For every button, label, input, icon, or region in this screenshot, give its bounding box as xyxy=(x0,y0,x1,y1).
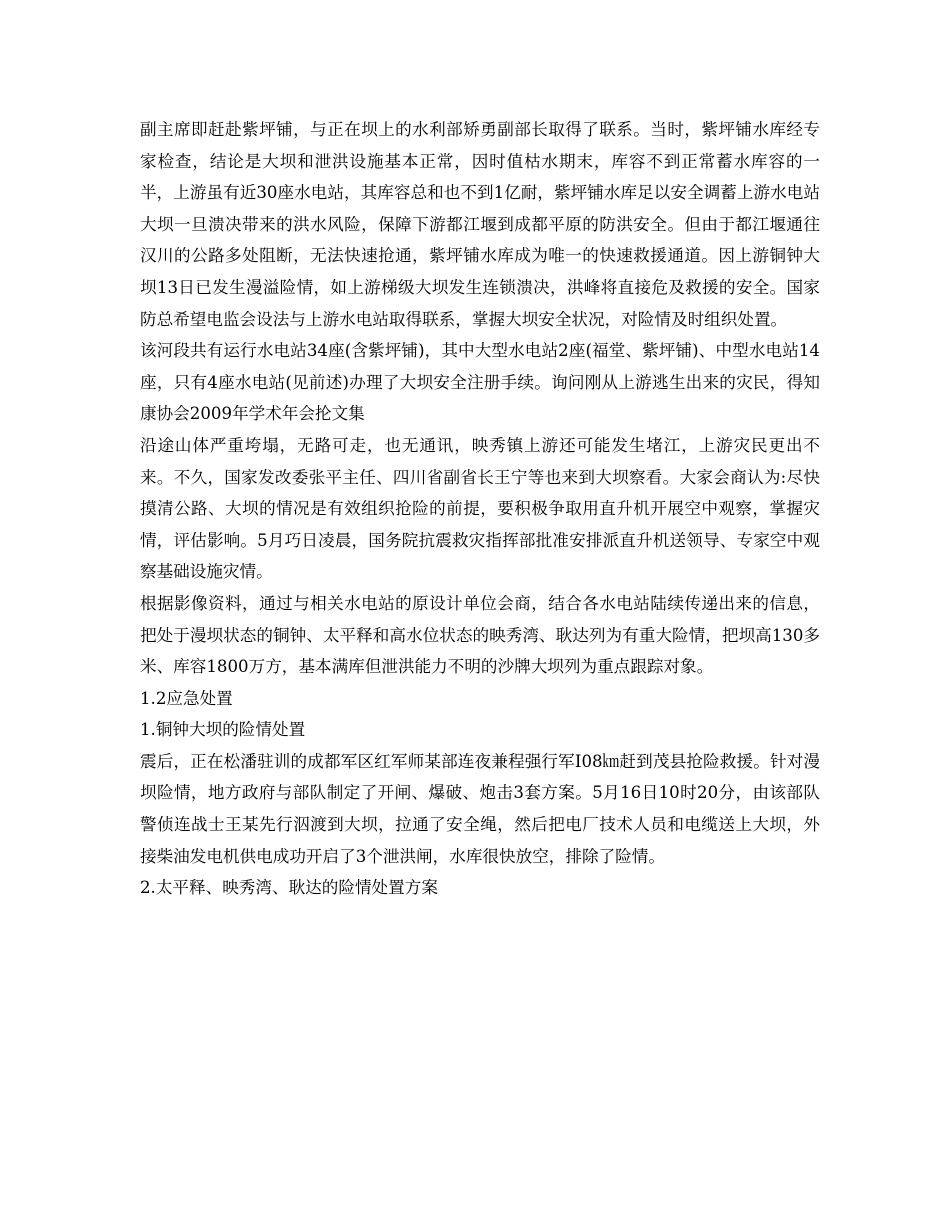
paragraph-risk-assessment: 根据影像资料，通过与相关水电站的原设计单位会商，结合各水电站陆续传递出来的信息，把处于漫坝状态的铜钟、太平释和高水位状态的映秀湾、耿达列为有重大险情，把坝高130多米、库容1800万方，基本满库但泄洪能力不明的沙牌大坝列为重点跟踪对象。 xyxy=(140,593,820,677)
paragraph-reservoir-inspection: 副主席即赶赴紫坪铺，与正在坝上的水利部矫勇副部长取得了联系。当时，紫坪铺水库经专家检查，结论是大坝和泄洪设施基本正常，因时值枯水期末，库容不到正常蓄水库容的一半，上游虽有近30座水电站，其库容总和也不到1亿耐，紫坪铺水库足以安全调蓄上游水电站大坝一旦溃决带来的洪水风险，保障下游都江堰到成都平原的防洪安全。但由于都江堰通往汉川的公路多处阻断，无法快速抢通，紫坪铺水库成为唯一的快速救援通道。因上游铜钟大坝13日已发生漫溢险情，如上游梯级大坝发生连锁溃决，洪峰将直接危及救援的安全。国家防总希望电监会设法与上游水电站取得联系，掌握大坝安全状况，对险情及时组织处置。 xyxy=(140,120,820,329)
sub-heading-tongzhong-dam: 1.铜钟大坝的险情处置 xyxy=(140,720,306,740)
sub-heading-other-dams: 2.太平释、映秀湾、耿达的险情处置方案 xyxy=(140,878,438,898)
document-page xyxy=(140,114,820,904)
paragraph-collapse-observation: 沿途山体严重垮塌，无路可走，也无通讯，映秀镇上游还可能发生堵江，上游灾民更出不来。不久，国家发改委张平主任、四川省副省长王宁等也来到大坝察看。大家会商认为:尽快摸清公路、大坝的情况是有效组织抢险的前提，要积极争取用直升机开展空中观察，掌握灾情，评估影响。5月巧日凌晨，国务院抗震救灾指挥部批准安排派直升机送领导、专家空中观察基础设施灾情。 xyxy=(140,435,820,582)
paragraph-tongzhong-response: 震后，正在松潘驻训的成都军区红军师某部连夜兼程强行军I08㎞赶到茂县抢险救援。针对漫坝险情，地方政府与部队制定了开闸、爆破、炮击3套方案。5月16日10时20分，由该部队警侦连战士王某先行泅渡到大坝，拉通了安全绳，然后把电厂技术人员和电缆送上大坝，外接柴油发电机供电成功开启了3个泄洪闸，水库很快放空，排除了险情。 xyxy=(140,751,820,866)
paragraph-river-stations: 该河段共有运行水电站34座(含紫坪铺)，其中大型水电站2座(福堂、紫坪铺)、中型水电站14座，只有4座水电站(见前述)办理了大坝安全注册手续。询问刚从上游逃生出来的灾民，得知康协会2009年学术年会抡文集 xyxy=(140,341,820,424)
section-heading-emergency: 1.2应急处置 xyxy=(140,688,233,708)
